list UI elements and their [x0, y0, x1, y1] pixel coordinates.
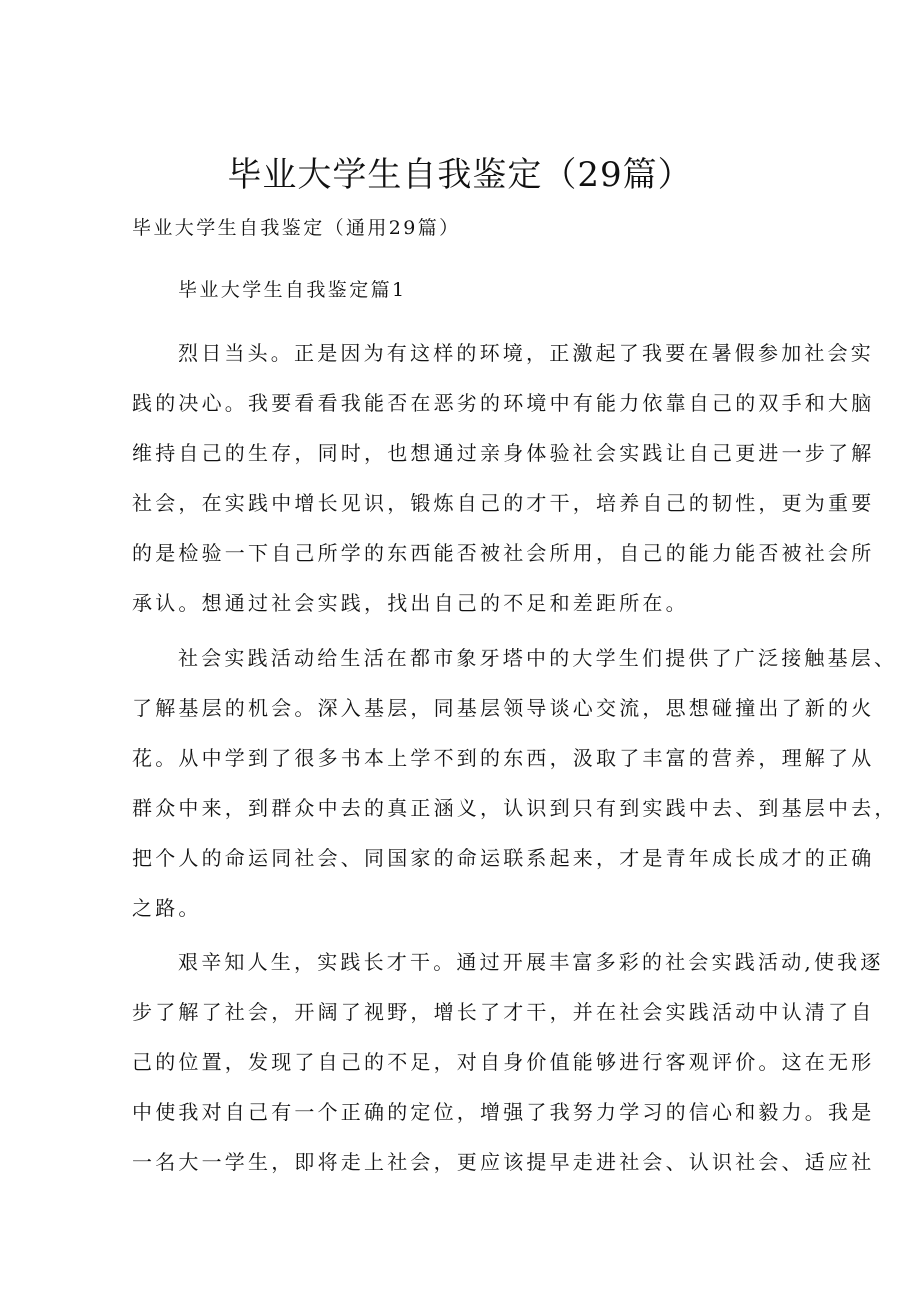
paragraph-line: 的是检验一下自己所学的东西能否被社会所用，自己的能力能否被社会所 [132, 541, 875, 565]
paragraph-line: 花。从中学到了很多书本上学不到的东西，汲取了丰富的营养，理解了从 [132, 746, 875, 770]
paragraph-line: 艰辛知人生，实践长才干。通过开展丰富多彩的社会实践活动,使我逐 [178, 950, 884, 974]
paragraph-line: 己的位置，发现了自己的不足，对自身价值能够进行客观评价。这在无形 [132, 1050, 875, 1074]
paragraph-line: 之路。 [132, 896, 202, 920]
paragraph-line: 承认。想通过社会实践，找出自己的不足和差距所在。 [132, 591, 689, 615]
paragraph [132, 937, 884, 1187]
paragraph-line: 社会实践活动给生活在都市象牙塔中的大学生们提供了广泛接触基层、 [178, 646, 898, 670]
paragraph-line: 了解基层的机会。深入基层，同基层领导谈心交流，思想碰撞出了新的火 [132, 696, 875, 720]
paragraph-line: 把个人的命运同社会、同国家的命运联系起来，才是青年成长成才的正确 [132, 846, 875, 870]
paragraph-line: 践的决心。我要看看我能否在恶劣的环境中有能力依靠自己的双手和大脑 [132, 391, 875, 415]
paragraph-line: 维持自己的生存，同时，也想通过亲身体验社会实践让自己更进一步了解 [132, 441, 875, 465]
paragraph-line: 群众中来，到群众中去的真正涵义，认识到只有到实践中去、到基层中去， [132, 796, 898, 820]
paragraph-line: 中使我对自己有一个正确的定位，增强了我努力学习的信心和毅力。我是 [132, 1100, 875, 1124]
document-subtitle: 毕业大学生自我鉴定（通用29篇） [132, 217, 461, 239]
paragraph-line: 社会，在实践中增长见识，锻炼自己的才干，培养自己的韧性，更为重要 [132, 491, 875, 515]
paragraph [132, 328, 874, 628]
section-heading: 毕业大学生自我鉴定篇1 [178, 279, 407, 301]
paragraph [132, 633, 898, 933]
paragraph-line: 烈日当头。正是因为有这样的环境，正激起了我要在暑假参加社会实 [178, 341, 874, 365]
paragraph-line: 一名大一学生，即将走上社会，更应该提早走进社会、认识社会、适应社 [132, 1150, 875, 1174]
paragraph-line: 步了解了社会，开阔了视野，增长了才干，并在社会实践活动中认清了自 [132, 1000, 875, 1024]
document-title: 毕业大学生自我鉴定（29篇） [227, 155, 693, 195]
